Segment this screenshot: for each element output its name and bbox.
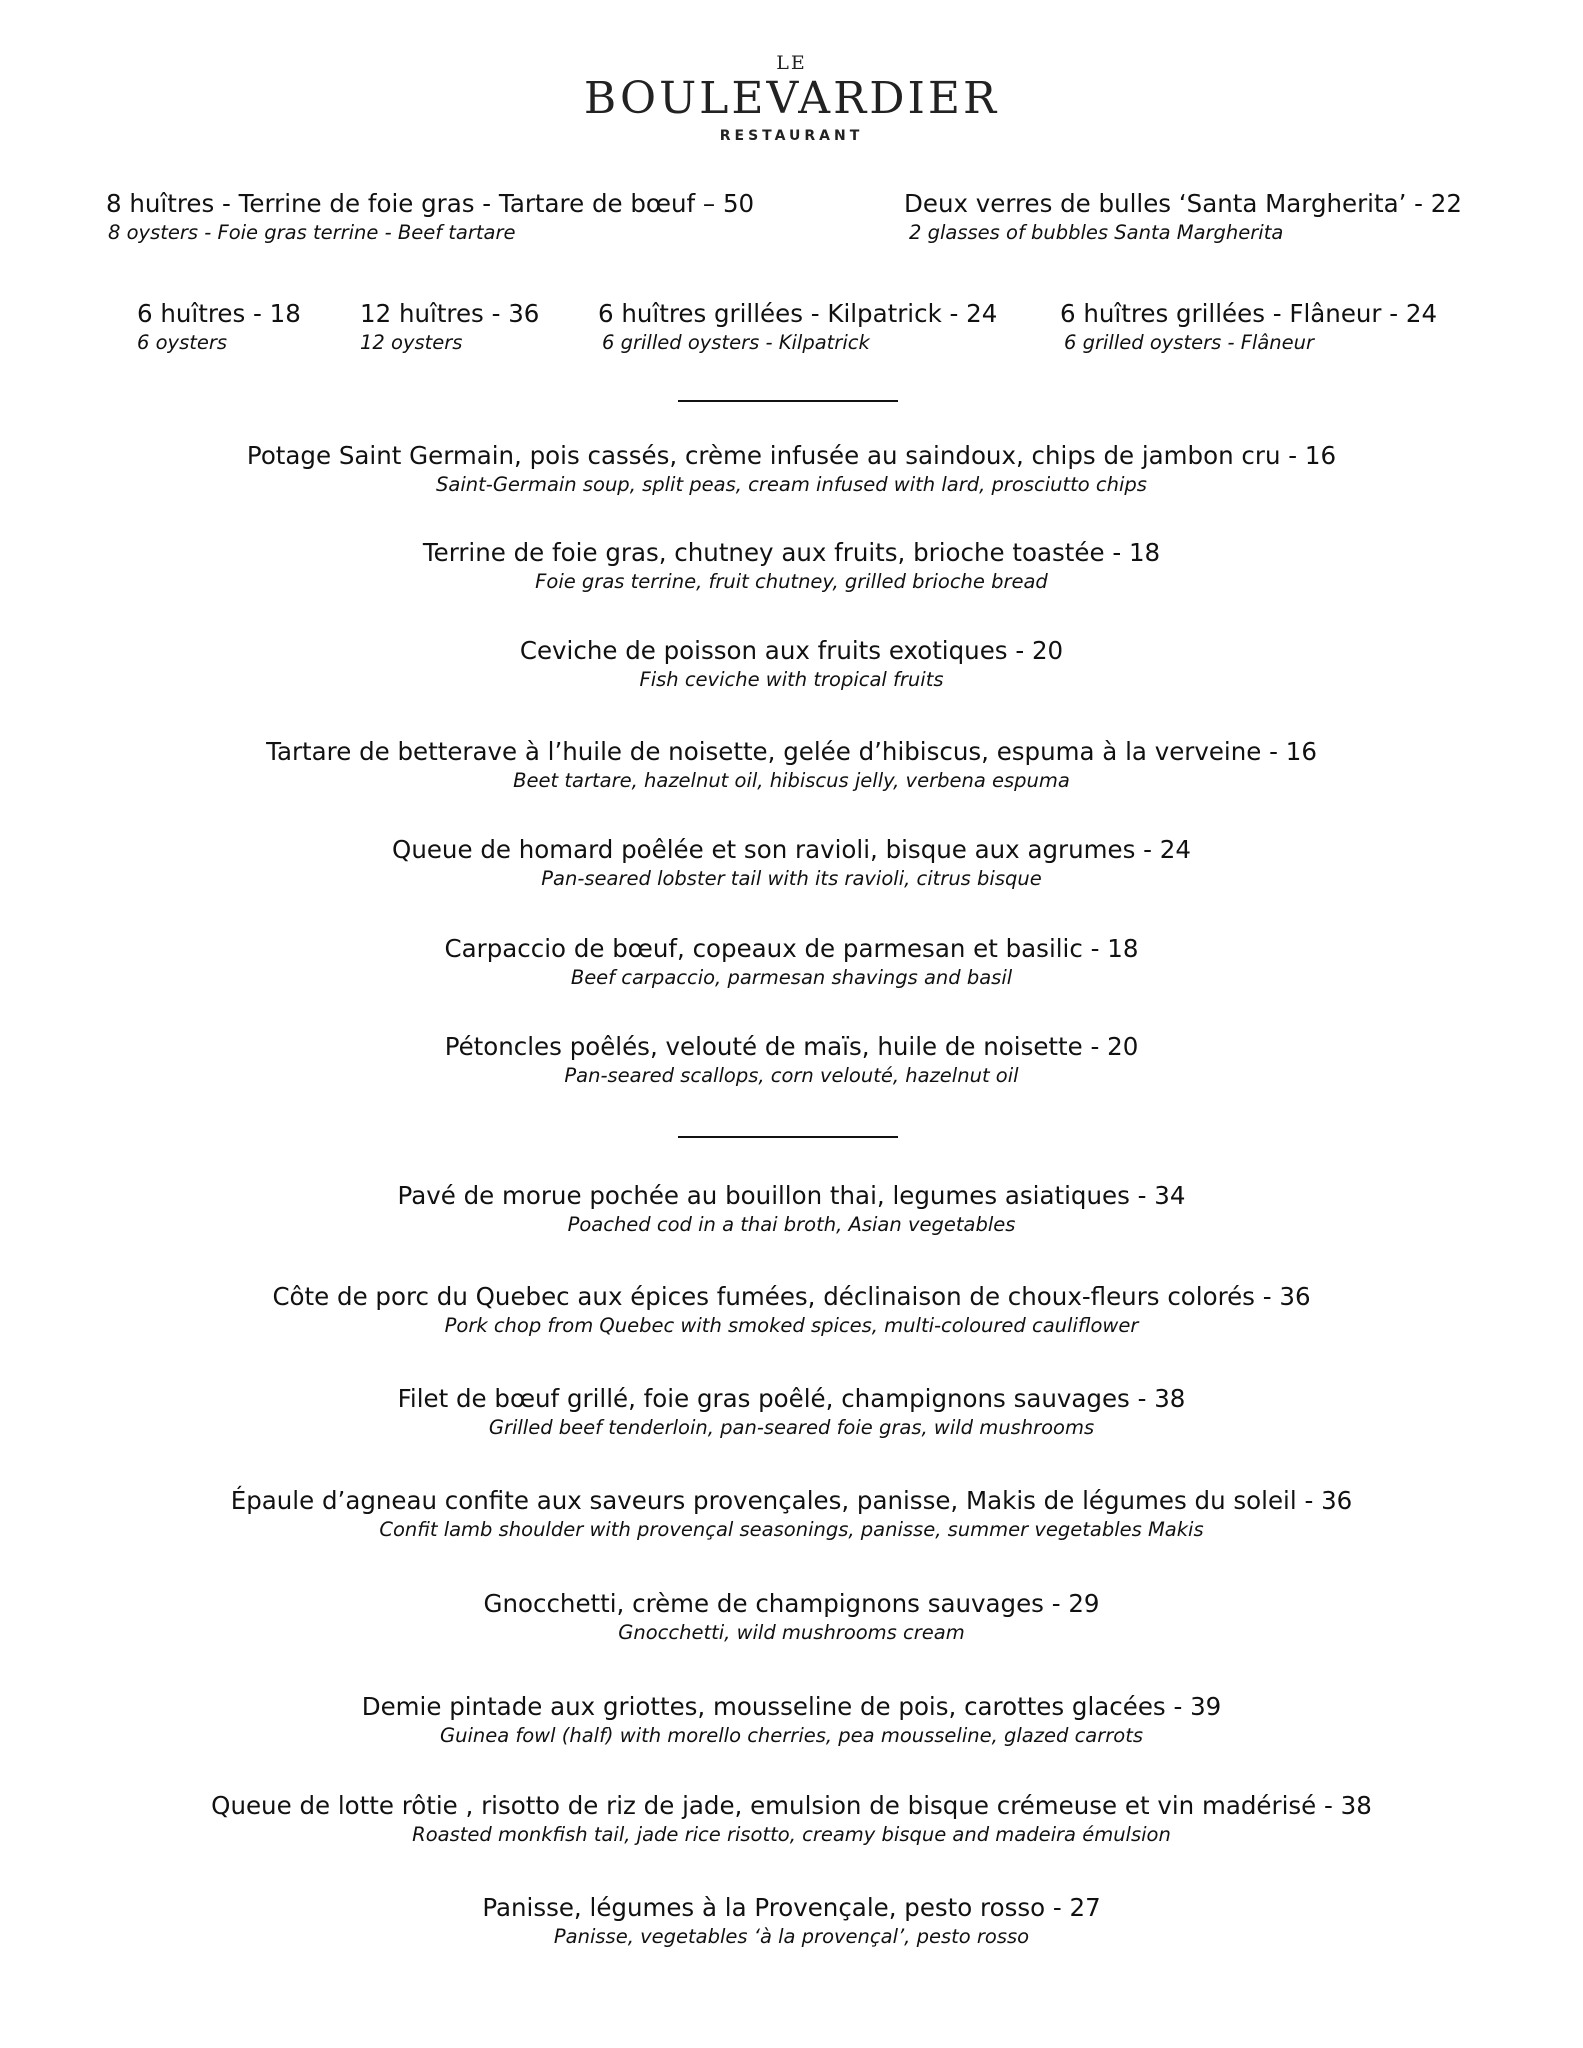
item-english: 6 oysters (137, 331, 228, 354)
item-french: Queue de homard poêlée et son ravioli, bisque aux agrumes - 24 (392, 835, 1191, 864)
logo-sub: RESTAURANT (719, 128, 864, 144)
item-french: Gnocchetti, crème de champignons sauvages - 29 (483, 1589, 1100, 1618)
item-english: Poached cod in a thai broth, Asian vegetables (567, 1213, 1016, 1236)
menu-item (0, 736, 1583, 794)
item-french: 6 huîtres - 18 (137, 299, 301, 328)
menu-item (0, 1588, 1583, 1646)
item-english: Confit lamb shoulder with provençal seasonings, panisse, summer vegetables Makis (379, 1518, 1204, 1541)
item-english: 8 oysters - Foie gras terrine - Beef tartare (108, 221, 516, 244)
menu-item-oysters-kilpatrick (598, 298, 997, 356)
item-english: Beet tartare, hazelnut oil, hibiscus jelly, verbena espuma (513, 769, 1070, 792)
item-english: Pork chop from Quebec with smoked spices, multi-coloured cauliflower (444, 1314, 1139, 1337)
item-french: 6 huîtres grillées - Kilpatrick - 24 (598, 299, 998, 328)
item-english: Foie gras terrine, fruit chutney, grilled brioche bread (535, 570, 1048, 593)
item-french: 12 huîtres - 36 (360, 299, 540, 328)
menu-item (0, 635, 1583, 693)
item-french: Ceviche de poisson aux fruits exotiques - 20 (519, 636, 1064, 665)
item-french: Terrine de foie gras, chutney aux fruits, brioche toastée - 18 (422, 538, 1161, 567)
item-english: Pan-seared lobster tail with its ravioli, citrus bisque (541, 867, 1042, 890)
menu-item (0, 1031, 1583, 1089)
menu-item (0, 834, 1583, 892)
section-divider (678, 1136, 898, 1138)
item-english: 6 grilled oysters - Kilpatrick (602, 331, 870, 354)
item-french: Filet de bœuf grillé, foie gras poêlé, champignons sauvages - 38 (397, 1384, 1186, 1413)
menu-item (0, 1180, 1583, 1238)
item-french: Pavé de morue pochée au bouillon thai, legumes asiatiques - 34 (397, 1181, 1186, 1210)
item-french: Pétoncles poêlés, velouté de maïs, huile de noisette - 20 (444, 1032, 1139, 1061)
item-french: Côte de porc du Quebec aux épices fumées, déclinaison de choux-fleurs colorés - 36 (272, 1282, 1311, 1311)
menu-item-oyster-combo (106, 188, 754, 246)
item-english: Pan-seared scallops, corn velouté, hazelnut oil (564, 1064, 1019, 1087)
item-french: Épaule d’agneau confite aux saveurs provençales, panisse, Makis de légumes du soleil - 36 (230, 1486, 1353, 1515)
logo-name: BOULEVARDIER (583, 73, 1000, 124)
menu-item-oysters-12 (360, 298, 539, 356)
menu-item (0, 1892, 1583, 1950)
menu-item (0, 440, 1583, 498)
menu-item (0, 1485, 1583, 1543)
menu-item-bubbles (904, 188, 1462, 246)
menu-item (0, 933, 1583, 991)
item-french: Carpaccio de bœuf, copeaux de parmesan et basilic - 18 (444, 934, 1139, 963)
menu-item (0, 537, 1583, 595)
item-english: 12 oysters (360, 331, 463, 354)
item-french: Potage Saint Germain, pois cassés, crème infusée au saindoux, chips de jambon cru - 16 (246, 441, 1337, 470)
item-french: Queue de lotte rôtie , risotto de riz de jade, emulsion de bisque crémeuse et vin madérisé - 38 (211, 1791, 1372, 1820)
menu-item-oysters-flaneur (1060, 298, 1437, 356)
menu-item (0, 1790, 1583, 1848)
section-divider (678, 400, 898, 402)
item-french: Tartare de betterave à l’huile de noisette, gelée d’hibiscus, espuma à la verveine - 16 (266, 737, 1317, 766)
item-english: Fish ceviche with tropical fruits (639, 668, 944, 691)
menu-item-oysters-6 (137, 298, 301, 356)
item-french: Demie pintade aux griottes, mousseline de pois, carottes glacées - 39 (361, 1692, 1222, 1721)
item-english: Roasted monkfish tail, jade rice risotto, creamy bisque and madeira émulsion (412, 1823, 1171, 1846)
item-english: Grilled beef tenderloin, pan-seared foie gras, wild mushrooms (488, 1416, 1095, 1439)
item-english: 6 grilled oysters - Flâneur (1064, 331, 1315, 354)
item-english: Panisse, vegetables ‘à la provençal’, pesto rosso (553, 1925, 1030, 1948)
item-english: Guinea fowl (half) with morello cherries, pea mousseline, glazed carrots (439, 1724, 1144, 1747)
menu-item (0, 1691, 1583, 1749)
item-french: Deux verres de bulles ‘Santa Margherita’ - 22 (904, 189, 1462, 218)
item-english: 2 glasses of bubbles Santa Margherita (909, 221, 1284, 244)
logo-le: LE (776, 52, 807, 74)
item-english: Saint-Germain soup, split peas, cream infused with lard, prosciutto chips (436, 473, 1147, 496)
item-french: 8 huîtres - Terrine de foie gras - Tartare de bœuf – 50 (106, 189, 755, 218)
item-english: Beef carpaccio, parmesan shavings and basil (570, 966, 1013, 989)
item-french: Panisse, légumes à la Provençale, pesto rosso - 27 (482, 1893, 1101, 1922)
restaurant-logo (0, 52, 1583, 148)
item-english: Gnocchetti, wild mushrooms cream (618, 1621, 965, 1644)
menu-item (0, 1281, 1583, 1339)
menu-item (0, 1383, 1583, 1441)
item-french: 6 huîtres grillées - Flâneur - 24 (1060, 299, 1438, 328)
